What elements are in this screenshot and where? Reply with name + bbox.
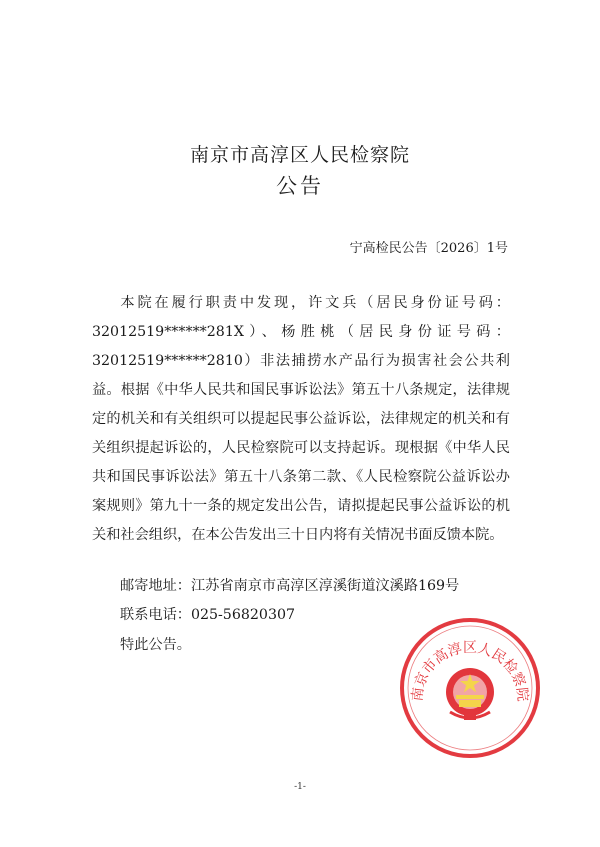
page-number: -1- (294, 782, 306, 792)
closing-line: 特此公告。 (120, 637, 191, 653)
announcement-body: 本院在履行职责中发现，许文兵（居民身份证号码：32012519******281X）、杨胜桃（居民身份证号码：32012519******2810）非法捕捞水产品行为损害社会公共利益。根据《中华人民共和国民事诉讼法》第五十八条规定，法律规定的机关和有关组织可以提起民事公益诉讼，法律规定的机关和有关组织提起诉讼的，人民检察院可以支持起诉。现根据《中华人民共和国民事诉讼法》第五十八条第二款、《人民检察院公益诉讼办案规则》第九十一条的规定发出公告，请拟提起民事公益诉讼的机关和社会组织，在本公告发出三十日内将有关情况书面反馈本院。 (92, 295, 510, 543)
official-seal (398, 616, 542, 760)
document-title: 公告 (276, 174, 324, 198)
contact-phone: 联系电话：025-56820307 (120, 607, 296, 623)
mail-address: 邮寄地址：江苏省南京市高淳区淳溪街道汶溪路169号 (120, 578, 460, 594)
organization-title: 南京市高淳区人民检察院 (189, 144, 410, 166)
seal-text: 南京市高淳区人民检察院 (409, 640, 531, 703)
national-emblem-icon (446, 668, 494, 720)
document-number: 宁高检民公告〔2026〕1号 (349, 241, 508, 256)
